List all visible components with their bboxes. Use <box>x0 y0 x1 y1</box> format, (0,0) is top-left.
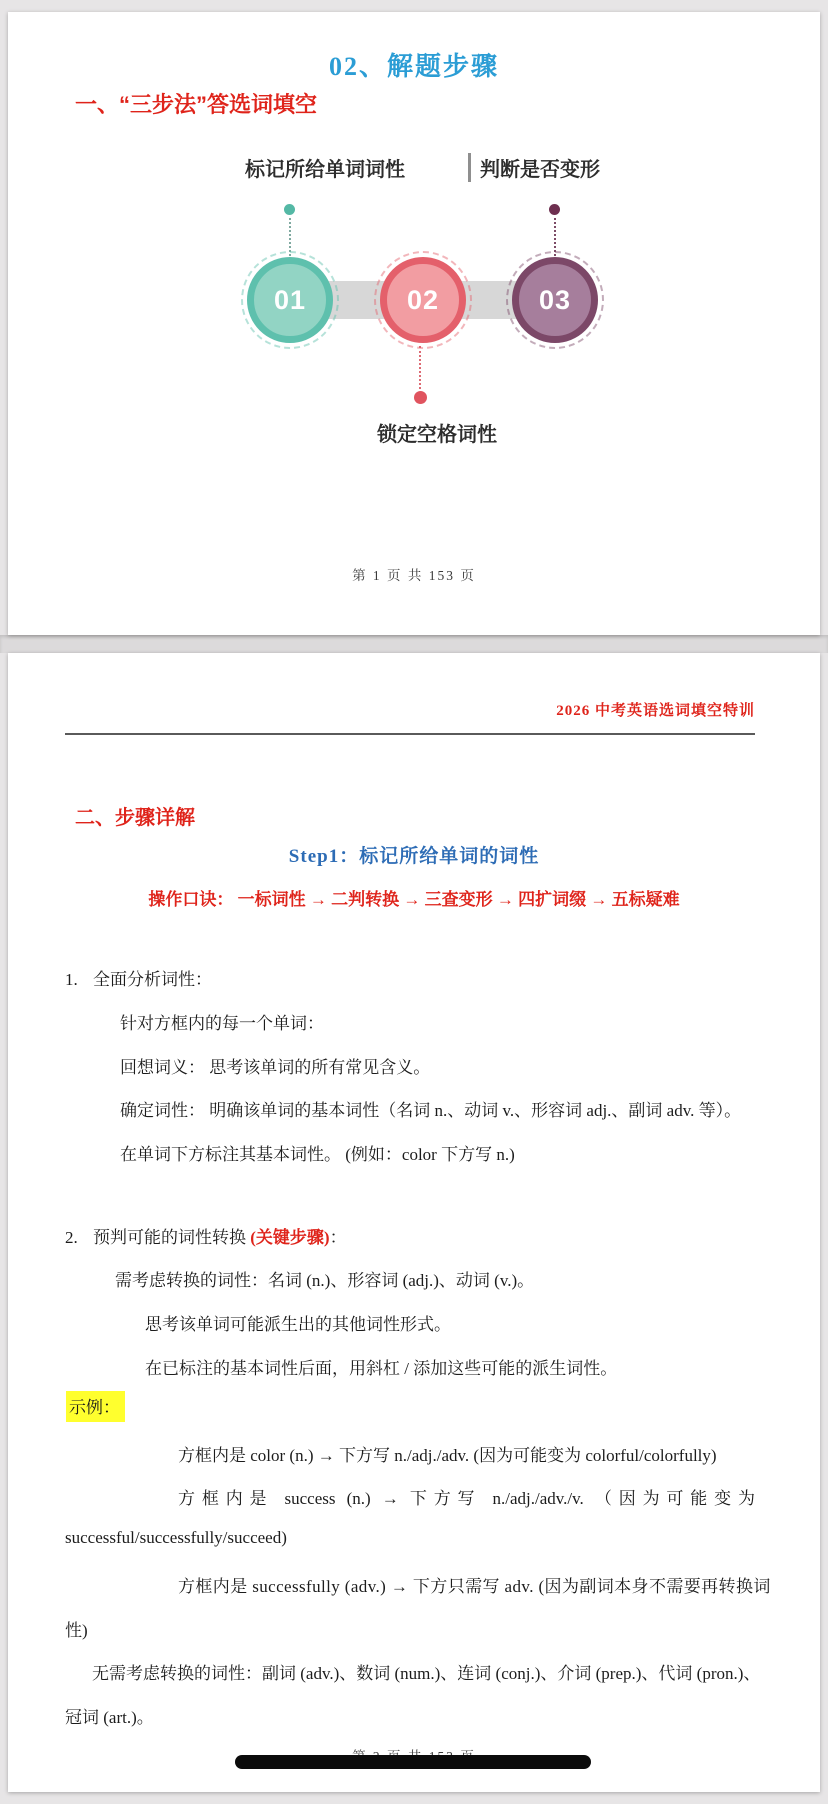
body-line: 在已标注的基本词性后面，用斜杠 / 添加这些可能的派生词性。 <box>145 1359 618 1378</box>
body-line: 冠词 (art.)。 <box>65 1708 154 1727</box>
step-number-02: 02 <box>406 285 440 315</box>
list-item-1 <box>65 965 212 990</box>
diagram-label-step2: 锁定空格词性 <box>377 424 497 446</box>
body-line: 确定词性： 明确该单词的基本词性（名词 n.、动词 v.、形容词 adj.、副词 adv. 等）。 <box>120 1101 742 1120</box>
dashed-ring-02 <box>374 251 472 349</box>
dot-marker-step2 <box>414 391 427 404</box>
page-2 <box>8 653 820 1792</box>
page-title: 02、解题步骤 <box>328 52 499 81</box>
page-separator <box>0 635 828 653</box>
body-line: 无需考虑转换的词性：副词 (adv.)、数词 (num.)、连词 (conj.)、介词 (prep.)、代词 (pron.)、 <box>92 1664 761 1683</box>
example-line: 方框内是 success (n.) → 下方写 n./adj./adv./v. （因为可能变为 <box>178 1489 755 1508</box>
list-item-1-title: 全面分析词性： <box>93 970 212 989</box>
body-line: 在单词下方标注其基本词性。 (例如：color 下方写 n.) <box>120 1145 515 1164</box>
document-viewer <box>0 12 828 1792</box>
step-circle-02 <box>380 257 466 343</box>
diagram-label-step1: 标记所给单词词性 <box>245 159 405 181</box>
diagram-label-step3: 判断是否变形 <box>468 153 600 182</box>
dashed-ring-03 <box>506 251 604 349</box>
key-step-red-label: (关键步骤) <box>250 1228 330 1247</box>
dot-marker-step1 <box>284 204 295 215</box>
example-line: 方框内是 color (n.) → 下方写 n./adj./adv. (因为可能变为 colorful/colorfully) <box>178 1446 717 1465</box>
body-line: 需考虑转换的词性：名词 (n.)、形容词 (adj.)、动词 (v.)。 <box>115 1271 535 1290</box>
example-line-continuation: 性) <box>65 1621 88 1640</box>
step1-title: Step1：标记所给单词的词性 <box>288 846 540 867</box>
mnemonic-line: 操作口诀： 一标词性 → 二判转换 → 三查变形 → 四扩词缀 → 五标疑难 <box>148 890 680 909</box>
section-heading-1: 一、“三步法”答选词填空 <box>75 92 318 117</box>
section-heading-2: 二、步骤详解 <box>75 807 195 829</box>
example-line-continuation: successful/successfully/succeed) <box>65 1528 287 1547</box>
example-line: 方框内是 successfully (adv.) → 下方只需写 adv. (因为副词本身不需要再转换词 <box>178 1577 771 1596</box>
dotted-connector-step2 <box>419 346 421 389</box>
example-label-highlighted: 示例： <box>66 1391 125 1422</box>
list-item-2-colon: ： <box>329 1228 347 1247</box>
home-indicator-bar[interactable] <box>235 1755 591 1769</box>
step-number-01: 01 <box>273 285 307 315</box>
dashed-ring-01 <box>241 251 339 349</box>
header-rule <box>65 733 755 735</box>
list-item-1-number: 1. <box>65 970 78 989</box>
body-line: 回想词义： 思考该单词的所有常见含义。 <box>120 1058 431 1077</box>
body-line: 思考该单词可能派生出的其他词性形式。 <box>145 1315 451 1334</box>
page-1 <box>8 12 820 635</box>
doc-header: 2026 中考英语选词填空特训 <box>556 703 755 719</box>
list-item-2-number: 2. <box>65 1228 78 1247</box>
list-item-2-title: 预判可能的词性转换 <box>93 1228 251 1247</box>
step-circle-03 <box>512 257 598 343</box>
step-circle-01 <box>247 257 333 343</box>
page1-footer: 第 1 页 共 153 页 <box>352 568 476 583</box>
step-number-03: 03 <box>538 285 572 315</box>
body-line: 针对方框内的每一个单词： <box>120 1014 324 1033</box>
dot-marker-step3 <box>549 204 560 215</box>
list-item-2 <box>65 1223 347 1248</box>
